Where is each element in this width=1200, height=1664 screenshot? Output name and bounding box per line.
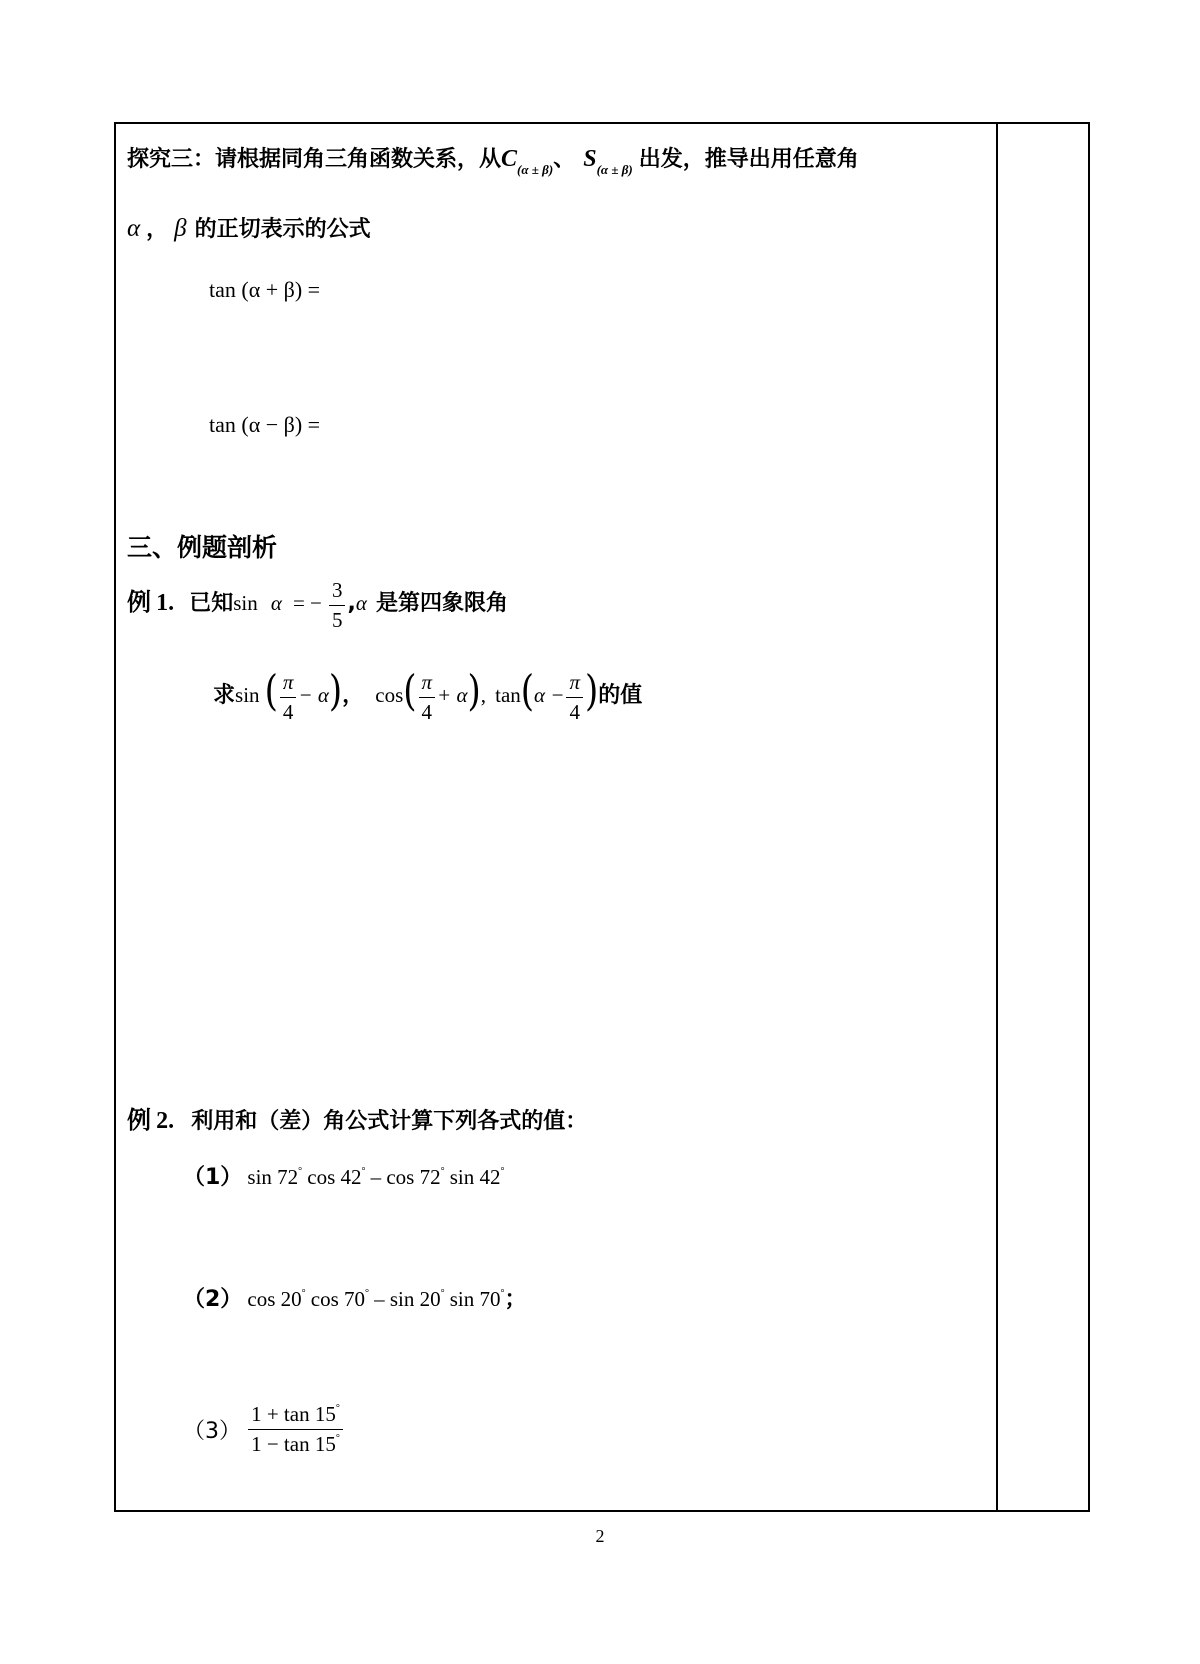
example-1-statement (127, 578, 508, 633)
alpha-symbol: α (270, 591, 282, 615)
column-divider (996, 124, 998, 1510)
cos-42: cos 42 (307, 1165, 362, 1189)
example-2-item-1 (183, 1160, 504, 1191)
denominator-4: 4 (421, 700, 433, 724)
numerator-text: 1 + tan 15 (251, 1402, 336, 1426)
degree-symbol: ° (298, 1166, 303, 1177)
example-2-item-2 (183, 1282, 526, 1313)
s-symbol: S (583, 146, 597, 172)
degree-symbol: ° (335, 1403, 340, 1414)
explore-intro-suffix: 出发，推导出用任意角 (638, 147, 859, 172)
degree-symbol: ° (440, 1288, 445, 1299)
item-2-label: （2） (183, 1287, 243, 1312)
pi-symbol: π (566, 670, 583, 698)
left-paren: ( (403, 666, 417, 716)
comma: ， (146, 217, 169, 242)
example-1-label: 例 (127, 588, 151, 616)
separator: , (480, 683, 487, 707)
right-paren: ) (467, 666, 481, 716)
sin-text: sin (233, 591, 258, 615)
semicolon: ； (504, 1287, 527, 1312)
minus-alpha: − α (298, 683, 329, 707)
known-text: 已知 (189, 591, 234, 616)
pi-symbol: π (280, 670, 297, 698)
alpha-symbol: α (355, 591, 367, 615)
example-2-instruction: 利用和（差）角公式计算下列各式的值： (191, 1109, 588, 1134)
minus-sin-20: – sin 20 (374, 1287, 441, 1311)
left-paren: ( (264, 666, 278, 716)
ask-text: 求 (213, 683, 236, 708)
item-1-label: （1） (183, 1165, 243, 1190)
fraction-denominator: 5 (331, 608, 343, 632)
example-1-question (213, 666, 643, 725)
explore-line-2 (127, 212, 371, 243)
separator: 、 (553, 147, 576, 172)
equals-minus: = − (292, 591, 322, 615)
item-3-label: （3） (183, 1419, 241, 1444)
fraction-pi-4 (419, 670, 436, 725)
degree-symbol: ° (500, 1288, 505, 1299)
fraction-pi-4 (566, 670, 583, 725)
fraction-3-5 (329, 578, 346, 633)
example-2-label: 例 (127, 1106, 151, 1134)
sin-70: sin 70 (449, 1287, 501, 1311)
example-2-item-3 (183, 1402, 345, 1457)
sin-text: sin (235, 683, 260, 707)
example-2-number: 2. (156, 1108, 175, 1134)
minus-cos-72: – cos 72 (370, 1165, 441, 1189)
degree-symbol: ° (440, 1166, 445, 1177)
explore-intro-text: 探究三：请根据同角三角函数关系，从 (127, 147, 502, 172)
pi-symbol: π (419, 670, 436, 698)
c-symbol: C (501, 146, 518, 172)
alpha-symbol: α (127, 215, 141, 242)
fraction-numerator (248, 1402, 343, 1430)
degree-symbol: ° (365, 1288, 369, 1299)
explore-line-2-text: 的正切表示的公式 (194, 217, 371, 242)
value-of-text: 的值 (598, 683, 643, 708)
s-subscript: (α ± β) (596, 162, 633, 177)
denominator-4: 4 (569, 700, 580, 724)
degree-symbol: ° (335, 1433, 340, 1444)
plus-alpha: + α (437, 683, 468, 707)
degree-symbol: ° (301, 1288, 306, 1299)
example-2-statement (127, 1100, 587, 1135)
denominator-text: 1 − tan 15 (251, 1432, 336, 1456)
tan-difference-formula: tan (α − β) = (209, 412, 321, 437)
sin-72: sin 72 (247, 1165, 299, 1189)
cos-20: cos 20 (247, 1287, 302, 1311)
beta-symbol: β (174, 215, 187, 242)
section-heading: 三、例题剖析 (127, 533, 278, 562)
separator: ， (342, 683, 365, 708)
degree-symbol: ° (500, 1166, 505, 1177)
c-subscript: (α ± β) (517, 162, 554, 177)
cos-text: cos (375, 683, 404, 707)
alpha-minus: α − (534, 683, 565, 707)
left-paren: ( (520, 666, 535, 716)
tan-text: tan (495, 683, 521, 707)
fraction-denominator (248, 1430, 343, 1457)
page-number: 2 (595, 1526, 605, 1546)
explore-line-1 (127, 142, 859, 177)
fraction-pi-4 (280, 670, 297, 725)
fraction-numerator: 3 (329, 578, 346, 606)
quadrant-text: 是第四象限角 (375, 591, 508, 616)
tan-fraction (248, 1402, 343, 1457)
denominator-4: 4 (282, 700, 294, 724)
tan-sum-formula: tan (α + β) = (209, 277, 321, 302)
right-paren: ) (585, 666, 599, 716)
degree-symbol: ° (361, 1166, 366, 1177)
right-paren: ) (328, 666, 343, 716)
comma: , (347, 591, 356, 616)
cos-70: cos 70 (310, 1287, 365, 1311)
example-1-number: 1. (156, 590, 175, 616)
sin-42: sin 42 (449, 1165, 501, 1189)
